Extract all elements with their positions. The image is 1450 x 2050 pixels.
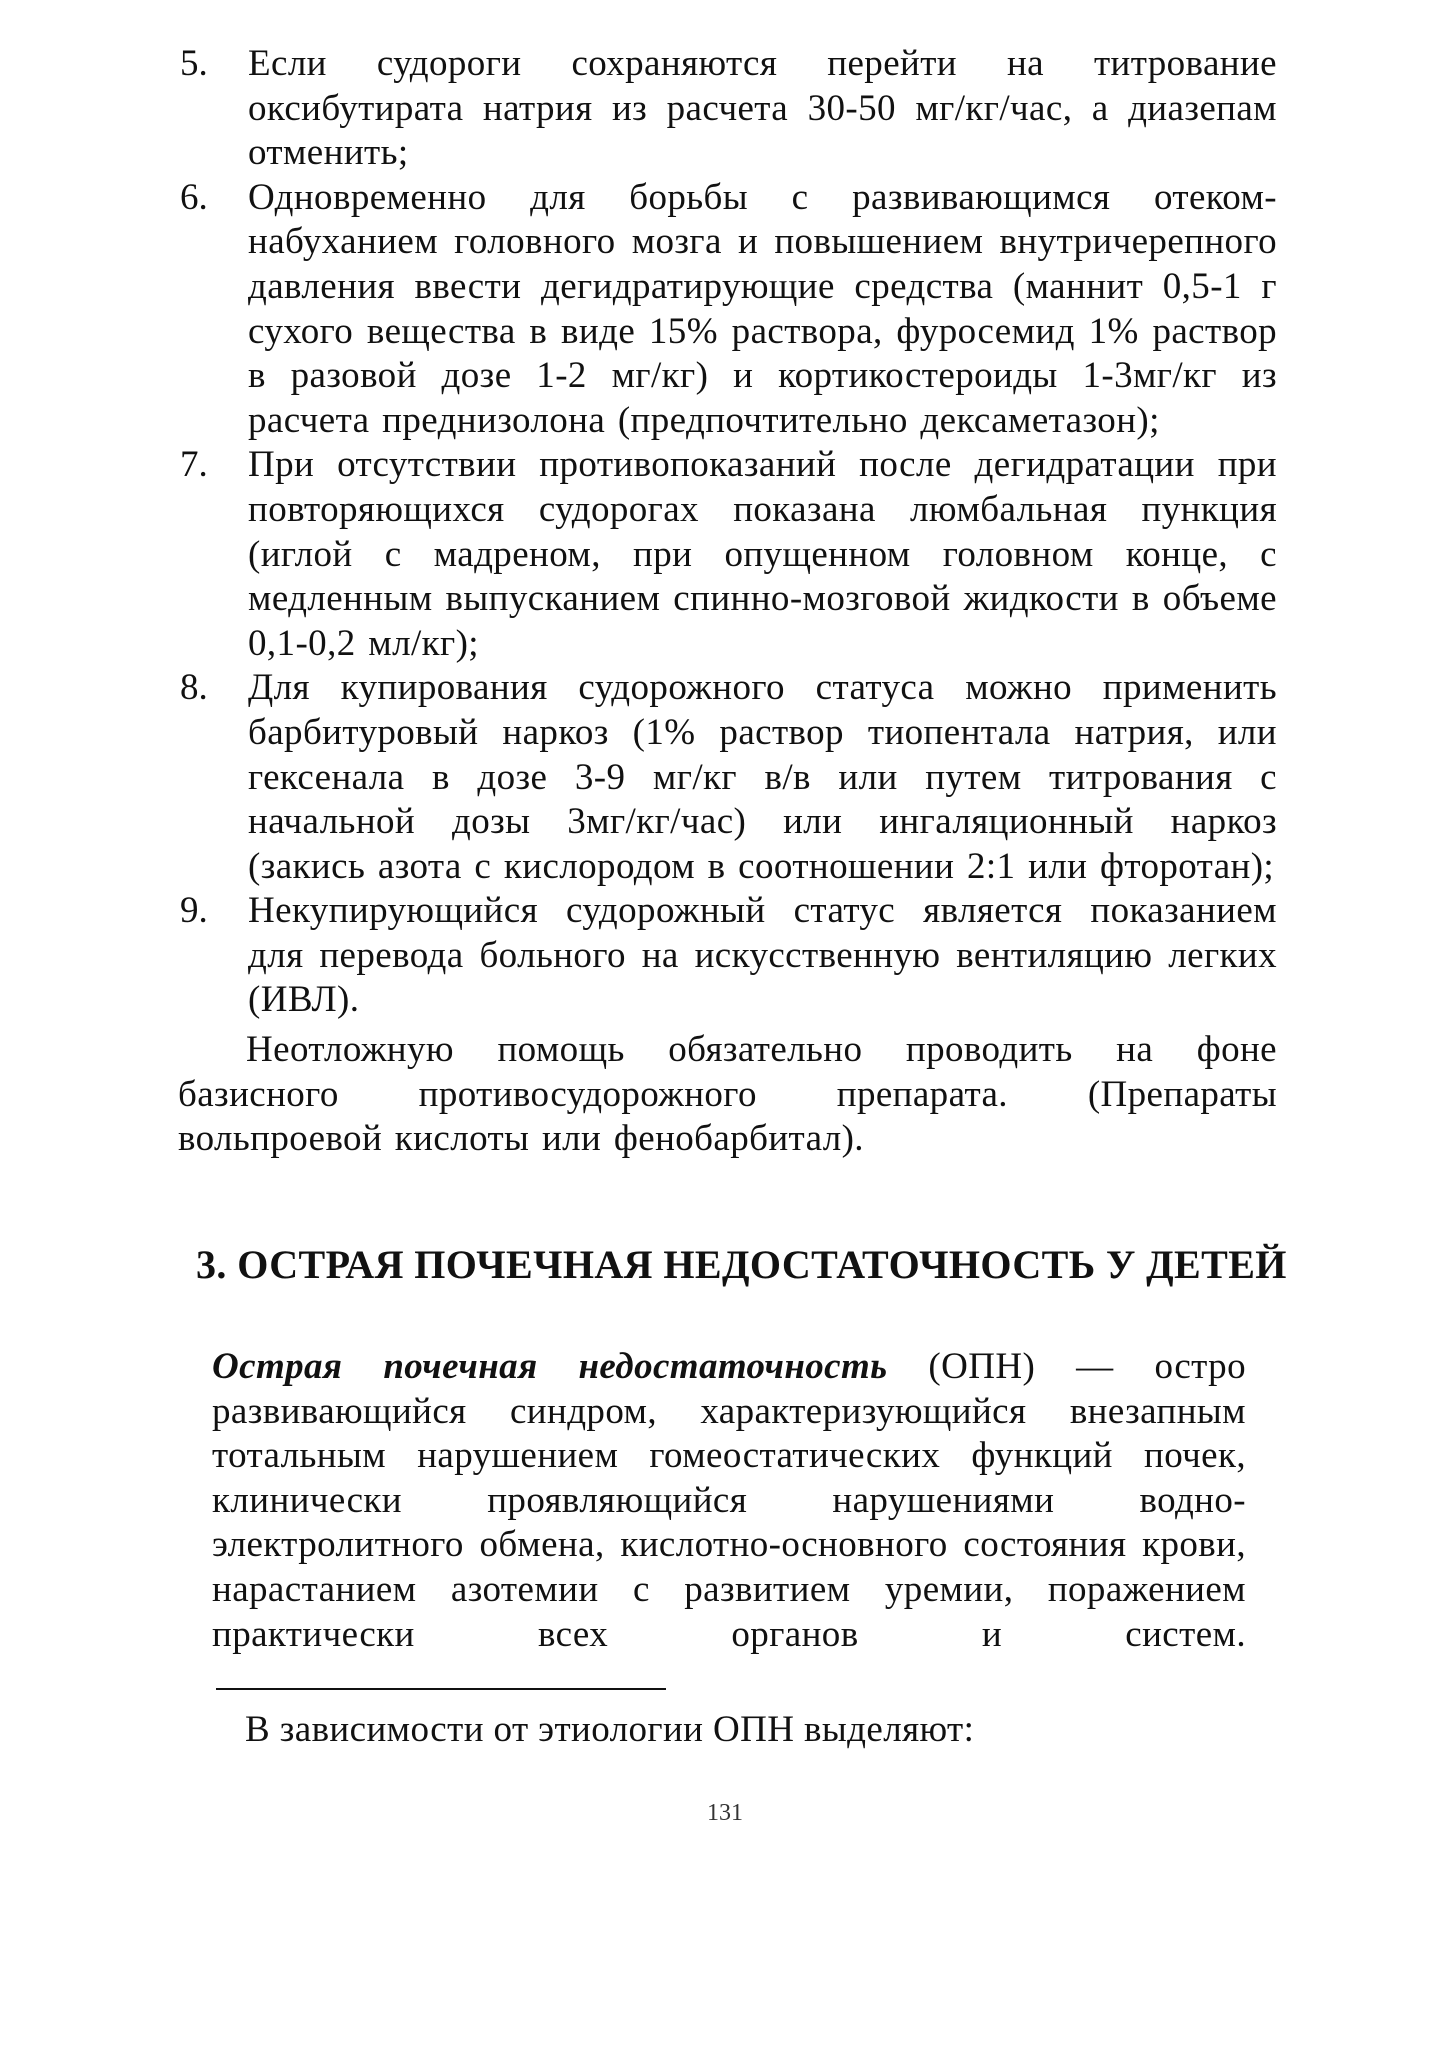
list-item (172, 42, 1277, 176)
list-item (172, 666, 1277, 889)
definition-text: (ОПН) — остро развивающийся синдром, характеризующийся внезапным тотальным нарушением гомеостатических функций почек, клинически проявляющийся нарушениями водно-электролитного обмена, кислотно-основного состояния крови, нарастанием азотемии с развитием уремии, поражением практически всех органов и систем. (212, 1346, 1246, 1655)
list-item-number: 6. (180, 176, 208, 218)
list-item-text: Если судороги сохраняются перейти на титрование оксибутирата натрия из расчета 30-50 мг/кг/час, а диазепам отменить; (248, 43, 1277, 174)
fill-in-blank-line (216, 1658, 666, 1690)
list-item-number: 7. (180, 444, 208, 486)
list-item-text: При отсутствии противопоказаний после дегидратации при повторяющихся судорогах показана люмбальная пункция (иглой с мадреном, при опущенном головном конце, с медленным выпусканием спинно-мозговой жидкости в объеме 0,1-0,2 мл/кг); (248, 444, 1277, 664)
list-item-text: Одновременно для борьбы с развивающимся отеком-набуханием головного мозга и повышением внутричерепного давления ввести дегидратирующие средства (маннит 0,5-1 г сухого вещества в виде 15% раствора, фуросемид 1% раствор в разовой дозе 1-2 мг/кг) и кортикостероиды 1-3мг/кг из расчета преднизолона (предпочтительно дексаметазон); (248, 176, 1277, 441)
list-item (172, 176, 1277, 444)
list-item-number: 8. (180, 667, 208, 709)
list-item (172, 443, 1277, 666)
emergency-care-note: Неотложную помощь обязательно проводить на фоне базисного противосудорожного препарата. (Препараты вольпроевой кислоты или фенобарбитал). (178, 1029, 1277, 1160)
definition-term: Острая почечная недостаточность (212, 1346, 888, 1387)
list-item-number: 9. (180, 890, 208, 932)
page-number: 131 (707, 1800, 743, 1826)
definition-paragraph (212, 1345, 1246, 1702)
list-item-text: Для купирования судорожного статуса можно применить барбитуровый наркоз (1% раствор тиопентала натрия, или гексенала в дозе 3-9 мг/кг в/в или путем титрования с начальной дозы 3мг/кг/час) или ингаляционный наркоз (закись азота с кислородом в соотношении 2:1 или фторотан); (248, 667, 1277, 887)
list-item-number: 5. (180, 43, 208, 84)
list-item-text: Некупирующийся судорожный статус является показанием для перевода больного на искусственную вентиляцию легких (ИВЛ). (248, 890, 1277, 1021)
section-title: 3. ОСТРАЯ ПОЧЕЧНАЯ НЕДОСТАТОЧНОСТЬ У ДЕТЕЙ (196, 1242, 1287, 1287)
treatment-steps-list (172, 42, 1277, 1023)
list-item (172, 889, 1277, 1023)
etiology-intro: В зависимости от этиологии ОПН выделяют: (245, 1709, 975, 1750)
